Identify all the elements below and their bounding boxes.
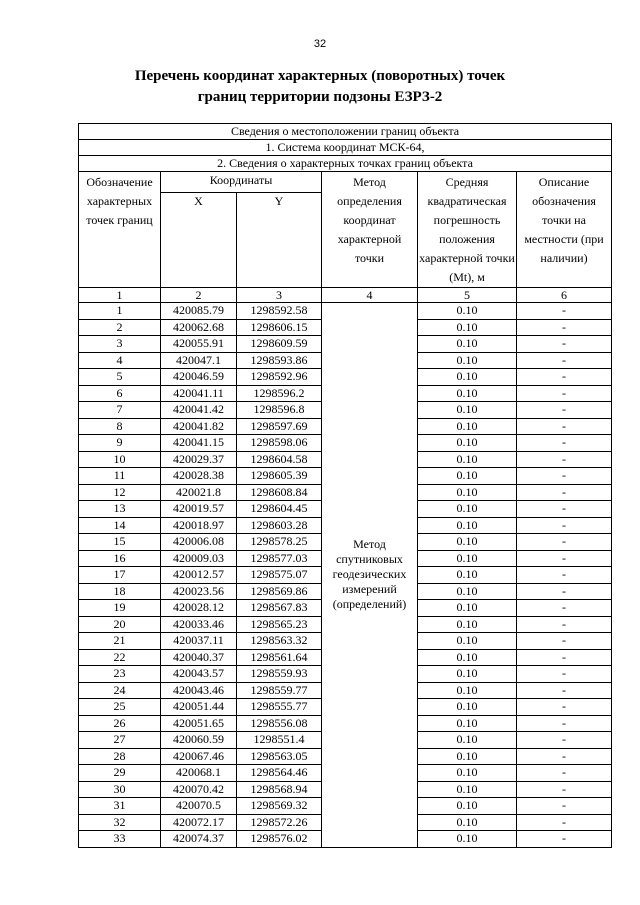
point-number-cell: 7 [79, 402, 161, 419]
y-coordinate-cell: 1298555.77 [237, 699, 322, 716]
point-number-cell: 21 [79, 633, 161, 650]
header-y: Y [237, 193, 322, 288]
description-cell: - [517, 352, 612, 369]
point-number-cell: 1 [79, 303, 161, 320]
accuracy-cell: 0.10 [418, 501, 517, 518]
points-info-title: 2. Сведения о характерных точках границ объекта [79, 156, 612, 172]
accuracy-cell: 0.10 [418, 682, 517, 699]
page-number: 32 [313, 38, 327, 50]
y-coordinate-cell: 1298551.4 [237, 732, 322, 749]
accuracy-cell: 0.10 [418, 435, 517, 452]
y-coordinate-cell: 1298593.86 [237, 352, 322, 369]
point-number-cell: 29 [79, 765, 161, 782]
x-coordinate-cell: 420070.5 [161, 798, 237, 815]
header-coordinates: Координаты [161, 172, 322, 193]
description-cell: - [517, 798, 612, 815]
accuracy-cell: 0.10 [418, 699, 517, 716]
y-coordinate-cell: 1298603.28 [237, 517, 322, 534]
point-number-cell: 8 [79, 418, 161, 435]
x-coordinate-cell: 420019.57 [161, 501, 237, 518]
x-coordinate-cell: 420023.56 [161, 583, 237, 600]
x-coordinate-cell: 420046.59 [161, 369, 237, 386]
method-cell: Метод спутниковых геодезических измерений (определений) [322, 303, 418, 848]
accuracy-cell: 0.10 [418, 649, 517, 666]
accuracy-cell: 0.10 [418, 319, 517, 336]
point-number-cell: 23 [79, 666, 161, 683]
x-coordinate-cell: 420009.03 [161, 550, 237, 567]
accuracy-cell: 0.10 [418, 303, 517, 320]
y-coordinate-cell: 1298592.96 [237, 369, 322, 386]
description-cell: - [517, 616, 612, 633]
accuracy-cell: 0.10 [418, 567, 517, 584]
column-number: 5 [418, 288, 517, 303]
point-number-cell: 14 [79, 517, 161, 534]
table-row [79, 303, 612, 320]
description-cell: - [517, 781, 612, 798]
description-cell: - [517, 649, 612, 666]
coordinate-system-title: 1. Система координат МСК-64, [79, 140, 612, 156]
description-cell: - [517, 319, 612, 336]
y-coordinate-cell: 1298578.25 [237, 534, 322, 551]
description-cell: - [517, 715, 612, 732]
x-coordinate-cell: 420018.97 [161, 517, 237, 534]
accuracy-cell: 0.10 [418, 352, 517, 369]
column-number: 1 [79, 288, 161, 303]
x-coordinate-cell: 420055.91 [161, 336, 237, 353]
x-coordinate-cell: 420028.38 [161, 468, 237, 485]
y-coordinate-cell: 1298576.02 [237, 831, 322, 848]
point-number-cell: 12 [79, 484, 161, 501]
x-coordinate-cell: 420041.82 [161, 418, 237, 435]
accuracy-cell: 0.10 [418, 831, 517, 848]
point-number-cell: 22 [79, 649, 161, 666]
description-cell: - [517, 303, 612, 320]
point-number-cell: 3 [79, 336, 161, 353]
accuracy-cell: 0.10 [418, 517, 517, 534]
x-coordinate-cell: 420062.68 [161, 319, 237, 336]
y-coordinate-cell: 1298572.26 [237, 814, 322, 831]
description-cell: - [517, 534, 612, 551]
point-number-cell: 33 [79, 831, 161, 848]
description-cell: - [517, 666, 612, 683]
accuracy-cell: 0.10 [418, 583, 517, 600]
description-cell: - [517, 468, 612, 485]
y-coordinate-cell: 1298577.03 [237, 550, 322, 567]
point-number-cell: 19 [79, 600, 161, 617]
description-cell: - [517, 633, 612, 650]
description-cell: - [517, 484, 612, 501]
x-coordinate-cell: 420067.46 [161, 748, 237, 765]
accuracy-cell: 0.10 [418, 616, 517, 633]
x-coordinate-cell: 420033.46 [161, 616, 237, 633]
accuracy-cell: 0.10 [418, 402, 517, 419]
x-coordinate-cell: 420085.79 [161, 303, 237, 320]
column-number: 6 [517, 288, 612, 303]
y-coordinate-cell: 1298561.64 [237, 649, 322, 666]
point-number-cell: 20 [79, 616, 161, 633]
header-point-designation: Обозначение характерных точек границ [79, 172, 161, 288]
point-number-cell: 10 [79, 451, 161, 468]
description-cell: - [517, 682, 612, 699]
y-coordinate-cell: 1298556.08 [237, 715, 322, 732]
y-coordinate-cell: 1298575.07 [237, 567, 322, 584]
description-cell: - [517, 435, 612, 452]
point-number-cell: 5 [79, 369, 161, 386]
accuracy-cell: 0.10 [418, 814, 517, 831]
point-number-cell: 2 [79, 319, 161, 336]
accuracy-cell: 0.10 [418, 451, 517, 468]
header-accuracy: Средняя квадратическая погрешность положения характерной точки (Mt), м [418, 172, 517, 288]
x-coordinate-cell: 420006.08 [161, 534, 237, 551]
y-coordinate-cell: 1298609.59 [237, 336, 322, 353]
y-coordinate-cell: 1298598.06 [237, 435, 322, 452]
description-cell: - [517, 501, 612, 518]
description-cell: - [517, 451, 612, 468]
point-number-cell: 9 [79, 435, 161, 452]
y-coordinate-cell: 1298559.93 [237, 666, 322, 683]
description-cell: - [517, 814, 612, 831]
accuracy-cell: 0.10 [418, 484, 517, 501]
x-coordinate-cell: 420028.12 [161, 600, 237, 617]
accuracy-cell: 0.10 [418, 550, 517, 567]
accuracy-cell: 0.10 [418, 468, 517, 485]
column-number: 3 [237, 288, 322, 303]
point-number-cell: 16 [79, 550, 161, 567]
description-cell: - [517, 567, 612, 584]
x-coordinate-cell: 420060.59 [161, 732, 237, 749]
x-coordinate-cell: 420041.15 [161, 435, 237, 452]
description-cell: - [517, 418, 612, 435]
y-coordinate-cell: 1298605.39 [237, 468, 322, 485]
point-number-cell: 6 [79, 385, 161, 402]
x-coordinate-cell: 420041.11 [161, 385, 237, 402]
point-number-cell: 11 [79, 468, 161, 485]
x-coordinate-cell: 420029.37 [161, 451, 237, 468]
y-coordinate-cell: 1298596.2 [237, 385, 322, 402]
description-cell: - [517, 402, 612, 419]
x-coordinate-cell: 420074.37 [161, 831, 237, 848]
description-cell: - [517, 583, 612, 600]
y-coordinate-cell: 1298569.86 [237, 583, 322, 600]
x-coordinate-cell: 420037.11 [161, 633, 237, 650]
point-number-cell: 18 [79, 583, 161, 600]
accuracy-cell: 0.10 [418, 765, 517, 782]
description-cell: - [517, 732, 612, 749]
x-coordinate-cell: 420047.1 [161, 352, 237, 369]
y-coordinate-cell: 1298606.15 [237, 319, 322, 336]
accuracy-cell: 0.10 [418, 781, 517, 798]
column-number: 4 [322, 288, 418, 303]
y-coordinate-cell: 1298567.83 [237, 600, 322, 617]
point-number-cell: 13 [79, 501, 161, 518]
accuracy-cell: 0.10 [418, 715, 517, 732]
column-number: 2 [161, 288, 237, 303]
y-coordinate-cell: 1298604.45 [237, 501, 322, 518]
accuracy-cell: 0.10 [418, 600, 517, 617]
y-coordinate-cell: 1298597.69 [237, 418, 322, 435]
description-cell: - [517, 385, 612, 402]
header-method: Метод определения координат характерной точки [322, 172, 418, 288]
y-coordinate-cell: 1298592.58 [237, 303, 322, 320]
accuracy-cell: 0.10 [418, 369, 517, 386]
header-x: X [161, 193, 237, 288]
accuracy-cell: 0.10 [418, 732, 517, 749]
point-number-cell: 26 [79, 715, 161, 732]
document-title-line-2: границ территории подзоны ЕЗРЗ-2 [197, 89, 443, 105]
header-description: Описание обозначения точки на местности (при наличии) [517, 172, 612, 288]
accuracy-cell: 0.10 [418, 633, 517, 650]
description-cell: - [517, 748, 612, 765]
description-cell: - [517, 550, 612, 567]
point-number-cell: 17 [79, 567, 161, 584]
x-coordinate-cell: 420051.65 [161, 715, 237, 732]
x-coordinate-cell: 420051.44 [161, 699, 237, 716]
x-coordinate-cell: 420012.57 [161, 567, 237, 584]
accuracy-cell: 0.10 [418, 748, 517, 765]
point-number-cell: 24 [79, 682, 161, 699]
accuracy-cell: 0.10 [418, 666, 517, 683]
accuracy-cell: 0.10 [418, 336, 517, 353]
accuracy-cell: 0.10 [418, 385, 517, 402]
accuracy-cell: 0.10 [418, 798, 517, 815]
accuracy-cell: 0.10 [418, 418, 517, 435]
y-coordinate-cell: 1298568.94 [237, 781, 322, 798]
x-coordinate-cell: 420021.8 [161, 484, 237, 501]
description-cell: - [517, 517, 612, 534]
y-coordinate-cell: 1298608.84 [237, 484, 322, 501]
description-cell: - [517, 369, 612, 386]
section-title: Сведения о местоположении границ объекта [79, 124, 612, 140]
y-coordinate-cell: 1298596.8 [237, 402, 322, 419]
description-cell: - [517, 699, 612, 716]
y-coordinate-cell: 1298563.32 [237, 633, 322, 650]
x-coordinate-cell: 420070.42 [161, 781, 237, 798]
x-coordinate-cell: 420072.17 [161, 814, 237, 831]
x-coordinate-cell: 420043.57 [161, 666, 237, 683]
y-coordinate-cell: 1298565.23 [237, 616, 322, 633]
x-coordinate-cell: 420068.1 [161, 765, 237, 782]
point-number-cell: 15 [79, 534, 161, 551]
y-coordinate-cell: 1298604.58 [237, 451, 322, 468]
point-number-cell: 4 [79, 352, 161, 369]
point-number-cell: 30 [79, 781, 161, 798]
x-coordinate-cell: 420041.42 [161, 402, 237, 419]
x-coordinate-cell: 420040.37 [161, 649, 237, 666]
description-cell: - [517, 336, 612, 353]
point-number-cell: 25 [79, 699, 161, 716]
y-coordinate-cell: 1298559.77 [237, 682, 322, 699]
description-cell: - [517, 765, 612, 782]
point-number-cell: 28 [79, 748, 161, 765]
y-coordinate-cell: 1298569.32 [237, 798, 322, 815]
y-coordinate-cell: 1298563.05 [237, 748, 322, 765]
coordinates-table [78, 123, 612, 848]
description-cell: - [517, 831, 612, 848]
y-coordinate-cell: 1298564.46 [237, 765, 322, 782]
document-title [60, 66, 580, 108]
description-cell: - [517, 600, 612, 617]
document-title-line-1: Перечень координат характерных (поворотных) точек [134, 68, 506, 84]
point-number-cell: 32 [79, 814, 161, 831]
x-coordinate-cell: 420043.46 [161, 682, 237, 699]
point-number-cell: 27 [79, 732, 161, 749]
accuracy-cell: 0.10 [418, 534, 517, 551]
point-number-cell: 31 [79, 798, 161, 815]
